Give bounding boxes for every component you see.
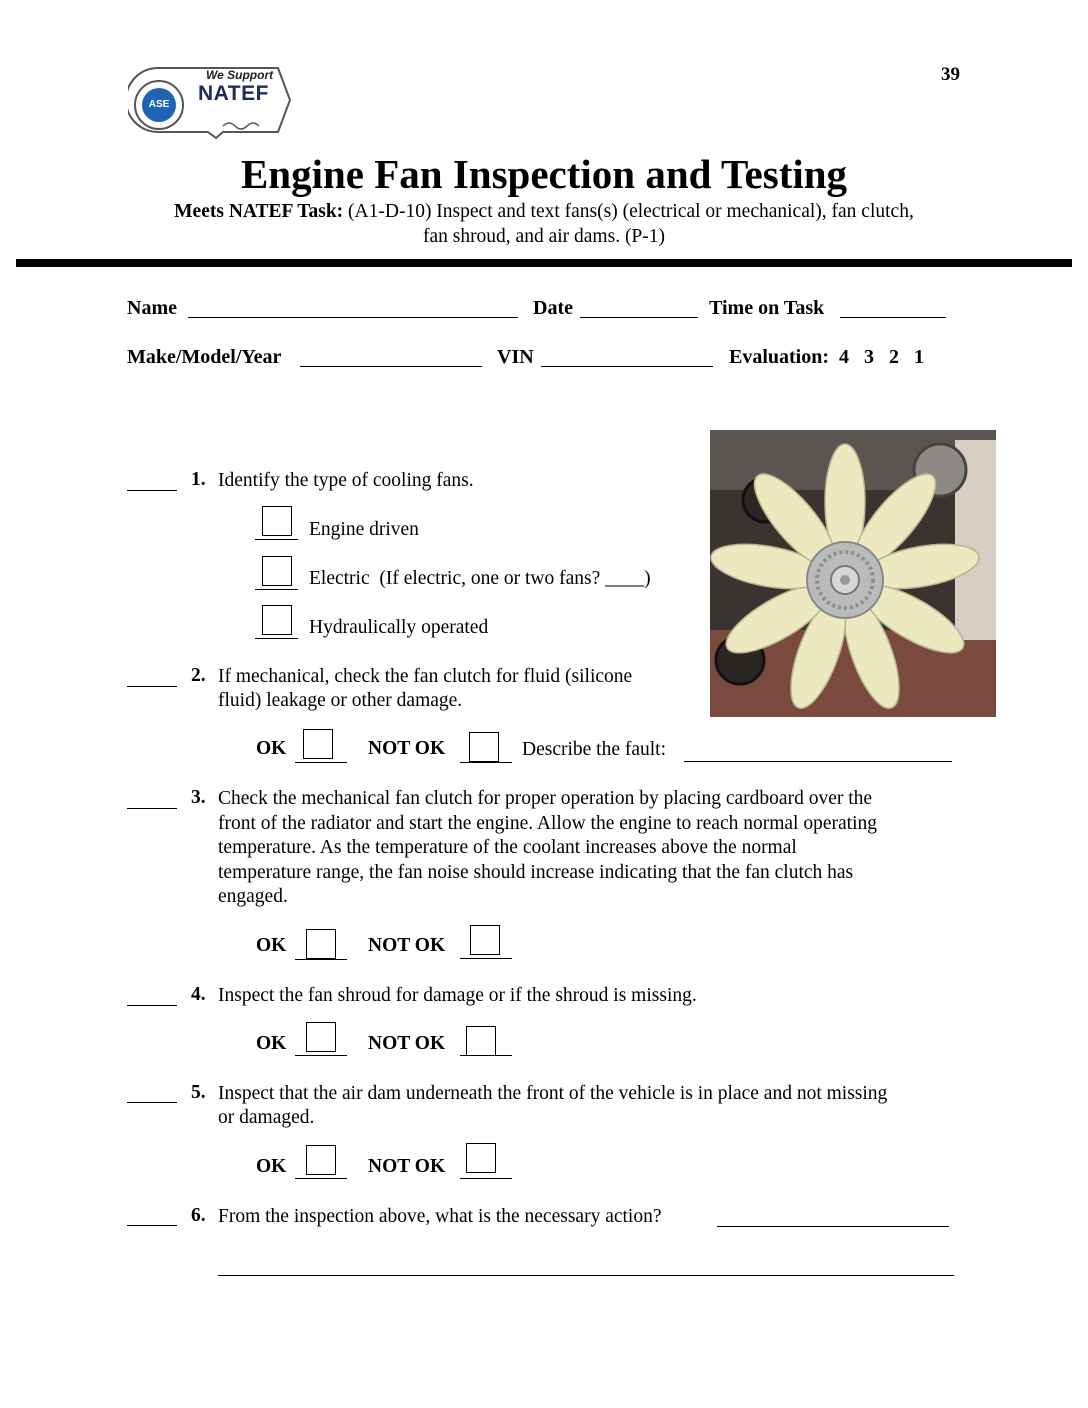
item6-score-field[interactable] [127,1205,177,1226]
engine-fan-photo [710,430,996,717]
item4-ok-checkbox[interactable] [306,1022,336,1052]
describe-fault-label: Describe the fault: [522,739,667,760]
task-text: (A1-D-10) Inspect and text fans(s) (electrical or mechanical), fan clutch, [343,201,914,222]
item2-ok-checkbox[interactable] [303,729,333,759]
checkbox-underline [295,1054,347,1056]
checkbox-underline [255,588,298,590]
item1-number: 1. [191,469,206,490]
vin-label: VIN [497,346,534,368]
item5-number: 5. [191,1082,206,1103]
item5-not-ok-checkbox[interactable] [466,1143,496,1173]
make-model-year-field[interactable] [300,346,482,367]
time-on-task-label: Time on Task [709,297,825,319]
item2-not-ok-label: NOT OK [368,738,446,759]
name-field[interactable] [188,297,518,318]
page-number: 39 [941,64,960,85]
necessary-action-field-line2[interactable] [218,1255,954,1276]
necessary-action-field[interactable] [717,1206,949,1227]
item4-number: 4. [191,984,206,1005]
item5-score-field[interactable] [127,1082,177,1103]
item4-not-ok-checkbox[interactable] [466,1026,496,1056]
checkbox-underline [295,761,347,763]
logo-wordmark: NATEF [198,82,269,105]
item3-not-ok-label: NOT OK [368,935,446,956]
option-engine-driven: Engine driven [309,519,419,540]
item4-not-ok-label: NOT OK [368,1033,446,1054]
engine-driven-checkbox[interactable] [262,506,292,536]
time-on-task-field[interactable] [840,297,946,318]
name-label: Name [127,297,177,319]
item2-text-line1: If mechanical, check the fan clutch for fluid (silicone [218,666,633,687]
natef-logo [128,60,293,144]
checkbox-underline [460,957,512,959]
item3-text-line3: temperature. As the temperature of the coolant increases above the normal [218,837,797,858]
item5-ok-label: OK [256,1156,287,1177]
item3-number: 3. [191,787,206,808]
item3-text-line5: engaged. [218,886,288,907]
item3-score-field[interactable] [127,788,177,809]
item5-ok-checkbox[interactable] [306,1145,336,1175]
item2-text-line2: fluid) leakage or other damage. [218,690,463,711]
item4-score-field[interactable] [127,985,177,1006]
checkbox-underline [460,1054,512,1056]
option-hydraulic: Hydraulically operated [309,617,489,638]
header-divider [16,259,1072,267]
item5-text-line1: Inspect that the air dam underneath the front of the vehicle is in place and not missing [218,1083,888,1104]
item5-not-ok-label: NOT OK [368,1156,446,1177]
electric-checkbox[interactable] [262,556,292,586]
item3-ok-checkbox[interactable] [306,929,336,959]
option-electric: Electric (If electric, one or two fans? ____) [309,568,651,589]
item3-text-line4: temperature range, the fan noise should increase indicating that the fan clutch has [218,862,854,883]
item2-ok-label: OK [256,738,287,759]
task-description-line2: fan shroud, and air dams. (P-1) [422,226,666,247]
item5-text-line2: or damaged. [218,1107,315,1128]
item2-not-ok-checkbox[interactable] [469,732,499,762]
item3-not-ok-checkbox[interactable] [470,925,500,955]
item6-text: From the inspection above, what is the necessary action? [218,1206,662,1227]
ase-badge: ASE [142,88,176,122]
checkbox-underline [255,538,298,540]
task-label: Meets NATEF Task: [174,201,344,222]
page-title: Engine Fan Inspection and Testing [240,151,848,197]
item3-ok-label: OK [256,935,287,956]
vin-field[interactable] [541,346,713,367]
item2-number: 2. [191,665,206,686]
item1-text: Identify the type of cooling fans. [218,470,474,491]
make-model-year-label: Make/Model/Year [127,346,282,368]
date-field[interactable] [580,297,698,318]
evaluation-scale[interactable]: Evaluation: 4 3 2 1 [729,346,925,368]
checkbox-underline [255,637,298,639]
date-label: Date [533,297,573,319]
item6-number: 6. [191,1205,206,1226]
describe-fault-field[interactable] [684,741,952,762]
item4-text: Inspect the fan shroud for damage or if the shroud is missing. [218,985,697,1006]
checkbox-underline [460,1177,512,1179]
checkbox-underline [295,958,347,960]
task-description-line1 [0,201,1088,223]
logo-tagline: We Support [206,68,274,82]
item1-score-field[interactable] [127,470,177,491]
checkbox-underline [295,1177,347,1179]
item3-text-line2: front of the radiator and start the engine. Allow the engine to reach normal operating [218,813,877,834]
hydraulic-checkbox[interactable] [262,605,292,635]
item3-text-line1: Check the mechanical fan clutch for proper operation by placing cardboard over the [218,788,873,809]
item4-ok-label: OK [256,1033,287,1054]
item2-score-field[interactable] [127,666,177,687]
checkbox-underline [460,761,512,763]
